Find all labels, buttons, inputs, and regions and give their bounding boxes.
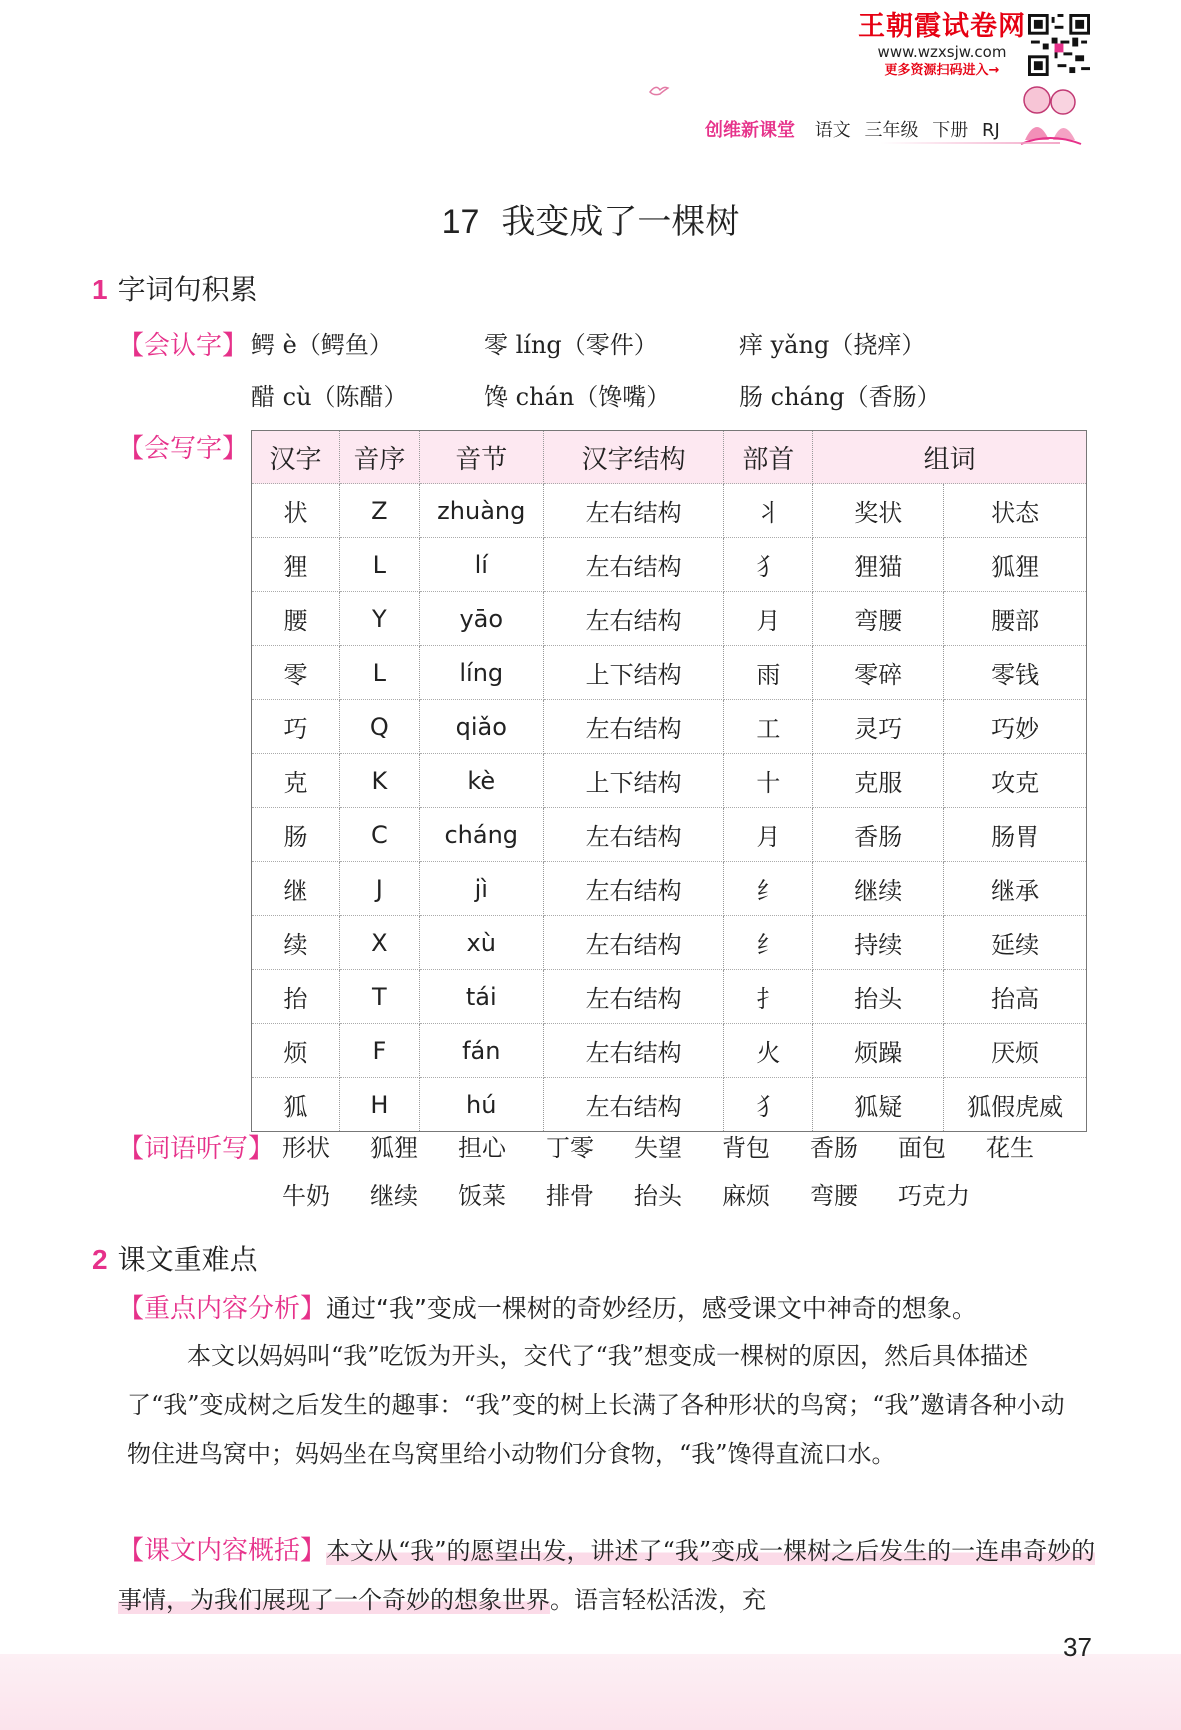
subject: 语文 [814,120,851,141]
dictation-word: 形状 [282,1134,330,1162]
structure-cell: 左右结构 [543,592,724,646]
structure-cell: 左右结构 [543,538,724,592]
volume: 下册 [932,120,969,141]
word-cell: 克服 [813,754,944,808]
lesson-number: 17 [441,203,480,241]
word-cell: 烦躁 [813,1024,944,1078]
section-heading [92,268,258,308]
char-cell: 肠 [252,808,340,862]
char-cell: 续 [252,916,340,970]
table-header-row [252,431,1087,484]
char-cell: 克 [252,754,340,808]
site-url: www.wzxsjw.com [877,43,1007,61]
char-cell: 零 [252,646,340,700]
word-cell: 弯腰 [813,592,944,646]
section-number: 2 [92,1244,108,1275]
structure-cell: 左右结构 [543,916,724,970]
radical-cell: 火 [724,1024,813,1078]
radical-cell: 扌 [724,970,813,1024]
structure-cell: 上下结构 [543,646,724,700]
recognize-char: 馋 chán（馋嘴） [484,383,671,411]
structure-cell: 左右结构 [543,862,724,916]
word-cell: 延续 [944,916,1087,970]
pinyin-cell: tái [419,970,543,1024]
pinyin-cell: zhuàng [419,484,543,538]
pinyin-cell: qiǎo [419,700,543,754]
summary-text: 。语言轻松活泼，充 [550,1586,766,1614]
dictation-word: 背包 [722,1134,770,1162]
section-title: 课文重难点 [117,1243,258,1276]
radical-cell: 犭 [724,1078,813,1132]
char-cell: 状 [252,484,340,538]
body-paragraph: 本文以妈妈叫“我”吃饭为开头，交代了“我”想变成一棵树的原因，然后具体描述了“我”变成树之后发生的趣事：“我”变的树上长满了各种形状的鸟窝；“我”邀请各种小动物住进鸟窝中；妈妈坐在鸟窝里给小动物们分食物，“我”馋得直流口水。 [127,1342,1065,1468]
recognize-char: 痒 yǎng（挠痒） [739,331,926,359]
recognize-tag: 【会认字】 [118,331,249,361]
char-cell: 狐 [252,1078,340,1132]
dictation-word: 丁零 [546,1134,594,1162]
brand-name: 王朝霞试卷网 [858,11,1026,42]
structure-cell: 左右结构 [543,700,724,754]
pinyin-cell: jì [419,862,543,916]
letter-cell: F [339,1024,419,1078]
summary-text: 一连串奇妙的事情，为我们展现了 [118,1537,1096,1614]
letter-cell: Y [339,592,419,646]
table-row [252,484,1087,538]
table-row [252,700,1087,754]
dictation-row [282,1176,986,1211]
word-cell: 腰部 [944,592,1087,646]
radical-cell: 工 [724,700,813,754]
table-row [252,808,1087,862]
dictation-tag: 【词语听写】 [118,1134,275,1164]
table-row [252,1024,1087,1078]
word-cell: 巧妙 [944,700,1087,754]
word-cell: 状态 [944,484,1087,538]
grade: 三年级 [864,120,919,141]
word-cell: 狐疑 [813,1078,944,1132]
char-cell: 狸 [252,538,340,592]
structure-cell: 左右结构 [543,808,724,862]
dictation-word: 失望 [634,1134,682,1162]
dictation-word: 抬头 [634,1182,682,1210]
section-title: 字词句积累 [117,273,258,306]
letter-cell: H [339,1078,419,1132]
page-title [0,194,1181,243]
table-row [252,1078,1087,1132]
dictation-word: 牛奶 [282,1182,330,1210]
word-cell: 香肠 [813,808,944,862]
recognize-char: 零 líng（零件） [484,331,658,359]
edition: RJ [981,120,1000,141]
letter-cell: L [339,538,419,592]
qr-code-icon [1028,14,1090,76]
letter-cell: X [339,916,419,970]
radical-cell: 雨 [724,646,813,700]
radical-cell: 犭 [724,538,813,592]
column-header: 汉字结构 [543,431,724,484]
letter-cell: Z [339,484,419,538]
pinyin-cell: xù [419,916,543,970]
pinyin-cell: kè [419,754,543,808]
letter-cell: C [339,808,419,862]
word-cell: 奖状 [813,484,944,538]
pinyin-cell: fán [419,1024,543,1078]
radical-cell: 十 [724,754,813,808]
cartoon-kids-icon [1015,80,1085,148]
char-cell: 腰 [252,592,340,646]
radical-cell: 月 [724,592,813,646]
structure-cell: 左右结构 [543,970,724,1024]
dictation-word: 巧克力 [898,1182,970,1210]
word-cell: 抬头 [813,970,944,1024]
analysis-tag: 【重点内容分析】 [118,1294,327,1324]
word-cell: 继续 [813,862,944,916]
more-resources-text: 更多资源扫码进入→ [884,63,1000,78]
series-name: 创维新课堂 [705,120,795,141]
char-cell: 烦 [252,1024,340,1078]
letter-cell: L [339,646,419,700]
dictation-word: 面包 [898,1134,946,1162]
word-cell: 灵巧 [813,700,944,754]
column-header: 组词 [813,431,1087,484]
recognize-char: 鳄 è（鳄鱼） [251,331,393,359]
word-cell: 狐假虎威 [967,1093,1064,1121]
dictation-word: 排骨 [546,1182,594,1210]
column-header: 音序 [339,431,419,484]
dictation-word: 花生 [986,1134,1034,1162]
word-cell: 狐狸 [944,538,1087,592]
lesson-title: 我变成了一棵树 [501,202,740,242]
page-number: 37 [1063,1632,1092,1662]
dictation-word: 继续 [370,1182,418,1210]
word-cell: 狸猫 [813,538,944,592]
dictation-word: 麻烦 [722,1182,770,1210]
dictation-row [282,1128,1074,1163]
summary-tag: 【课文内容概括】 [118,1536,327,1566]
structure-cell: 上下结构 [543,754,724,808]
radical-cell: 月 [724,808,813,862]
recognize-char: 醋 cù（陈醋） [251,383,408,411]
header-divider [880,142,1060,144]
bird-icon [648,82,670,98]
letter-cell: Q [339,700,419,754]
word-cell: 攻克 [944,754,1087,808]
radical-cell: 丬 [724,484,813,538]
write-tag: 【会写字】 [118,434,249,464]
dictation-word: 饭菜 [458,1182,506,1210]
pinyin-cell: lí [419,538,543,592]
dictation-word: 弯腰 [810,1182,858,1210]
table-row [252,754,1087,808]
summary-paragraph [118,1527,1098,1625]
recognize-char: 肠 cháng（香肠） [739,383,941,411]
word-cell: 零钱 [944,646,1087,700]
dictation-word: 狐狸 [370,1134,418,1162]
table-row [252,538,1087,592]
structure-cell: 左右结构 [543,1078,724,1132]
table-row [252,916,1087,970]
write-chars-table [251,430,1087,1132]
char-cell: 抬 [252,970,340,1024]
pinyin-cell: yāo [419,592,543,646]
section-heading [92,1238,258,1278]
word-cell: 持续 [813,916,944,970]
site-logo [857,12,1027,80]
char-cell: 巧 [252,700,340,754]
word-cell: 厌烦 [944,1024,1087,1078]
letter-cell: J [339,862,419,916]
table-row [252,970,1087,1024]
radical-cell: 纟 [724,862,813,916]
pinyin-cell: hú [419,1078,543,1132]
pinyin-cell: cháng [419,808,543,862]
footer-band [0,1654,1181,1730]
word-cell: 继承 [944,862,1087,916]
radical-cell: 纟 [724,916,813,970]
structure-cell: 左右结构 [543,1024,724,1078]
word-cell: 肠胃 [944,808,1087,862]
book-info [705,116,1008,142]
section-number: 1 [92,274,108,305]
table-row [252,646,1087,700]
analysis-paragraph [118,1284,1098,1334]
word-cell: 零碎 [813,646,944,700]
char-cell: 继 [252,862,340,916]
structure-cell: 左右结构 [543,484,724,538]
letter-cell: K [339,754,419,808]
column-header: 部首 [724,431,813,484]
word-cell: 抬高 [944,970,1087,1024]
dictation-word: 香肠 [810,1134,858,1162]
analysis-text: 通过“我”变成一棵树的奇妙经历，感受课文中神奇的想象。 [326,1294,977,1323]
letter-cell: T [339,970,419,1024]
summary-highlight: 一个奇妙的想象世界 [334,1586,550,1614]
table-row [252,862,1087,916]
dictation-word: 担心 [458,1134,506,1162]
column-header: 汉字 [252,431,340,484]
summary-text: 本文从“我”的愿望出发，讲述了“我”变成一棵树之后发生的 [326,1537,952,1565]
column-header: 音节 [419,431,543,484]
pinyin-cell: líng [419,646,543,700]
table-row [252,592,1087,646]
